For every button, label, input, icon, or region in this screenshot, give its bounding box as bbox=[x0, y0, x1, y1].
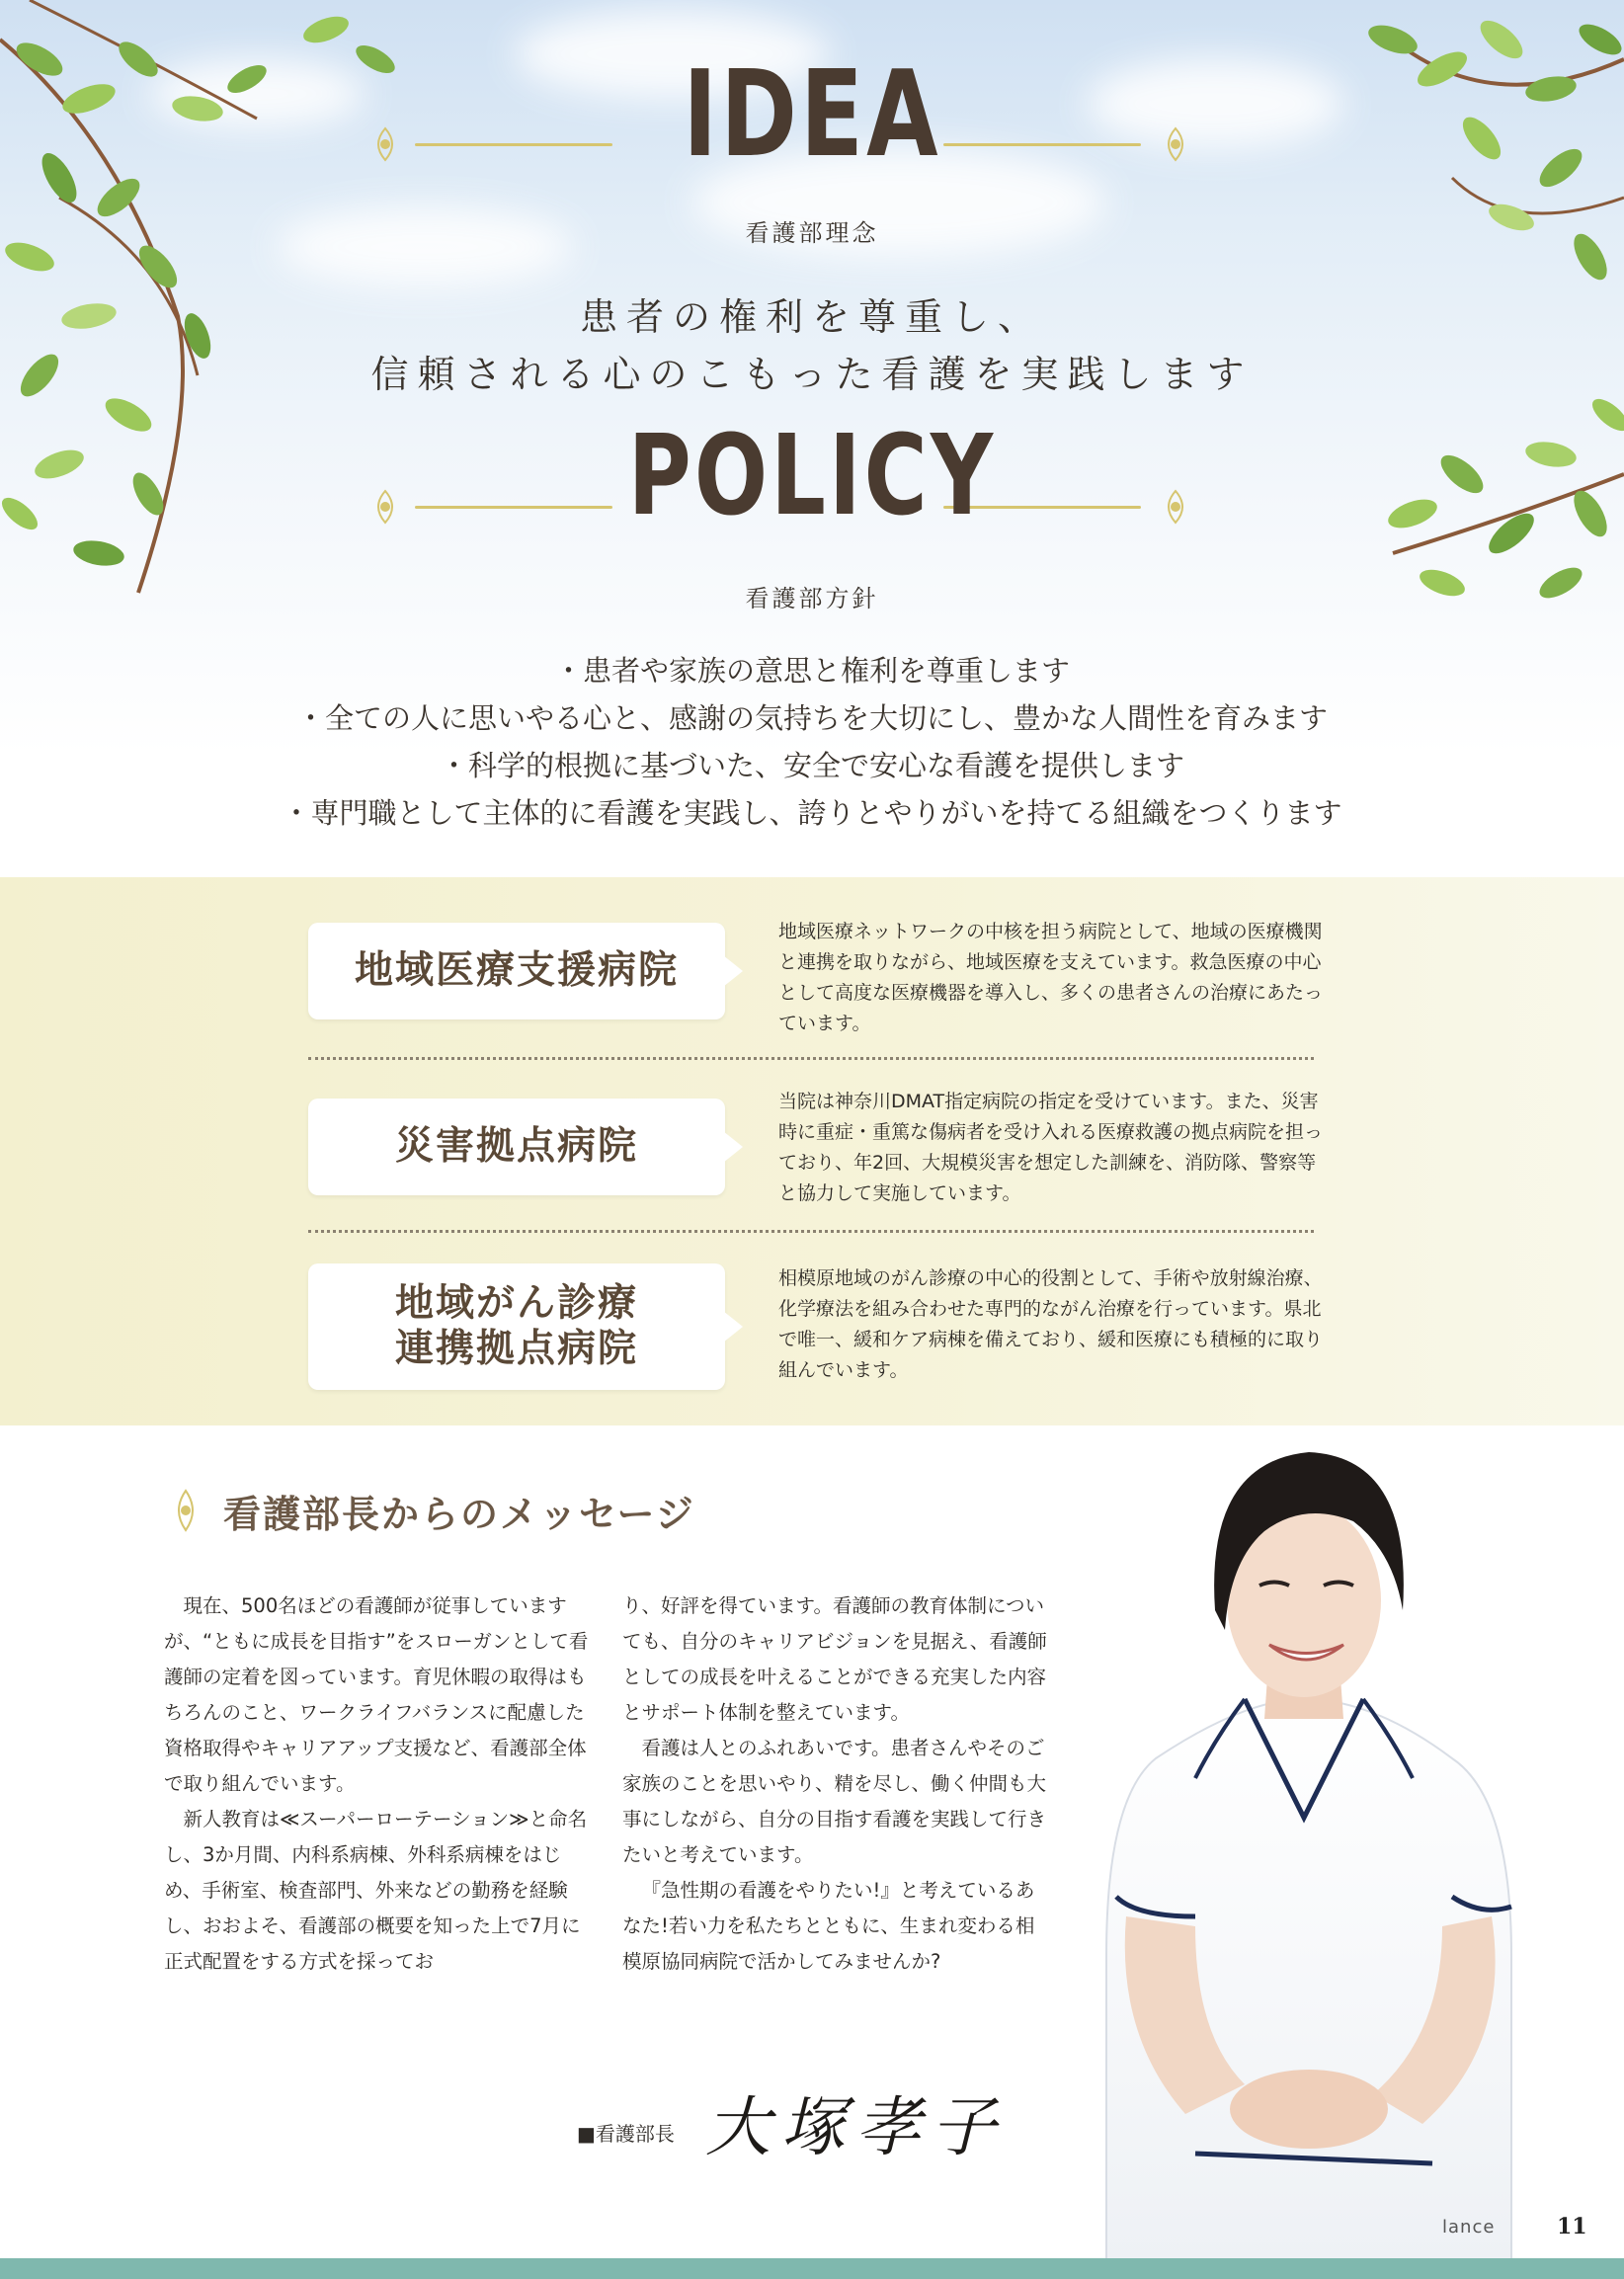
policy-item: ・科学的根拠に基づいた、安全で安心な看護を提供します bbox=[439, 749, 1184, 782]
message-title: 看護部長からのメッセージ bbox=[223, 1493, 695, 1536]
feature-label bbox=[308, 1263, 725, 1390]
message-column-right bbox=[622, 1588, 1053, 1980]
policy-item: ・専門職として主体的に看護を実践し、誇りとやりがいを持てる組織をつくります bbox=[282, 796, 1342, 830]
idea-statement-line2: 信頼される心のこもった看護を実践します bbox=[370, 353, 1254, 396]
idea-subtitle: 看護部理念 bbox=[745, 219, 879, 247]
footer-bar bbox=[0, 2258, 1624, 2279]
feature-label-text: 災害拠点病院 bbox=[394, 1124, 638, 1169]
signature-name: 大塚孝子 bbox=[705, 2089, 1006, 2165]
page-number: 11 bbox=[1557, 2214, 1587, 2239]
policy-subtitle: 看護部方針 bbox=[745, 585, 879, 612]
feature-description: 地域医療ネットワークの中核を担う病院として、地域の医療機関と連携を取りながら、地域医療を支えています。救急医療の中心として高度な医療機器を導入し、多くの患者さんの治療にあたっています。 bbox=[778, 921, 1324, 1034]
idea-title: IDEA bbox=[683, 46, 941, 184]
divider bbox=[308, 1057, 1314, 1060]
policy-list bbox=[0, 647, 1624, 837]
message-paragraph: 現在、500名ほどの看護師が従事していますが、“ともに成長を目指す”をスローガンとして看護師の定着を図っています。育児休暇の取得はもちろんのこと、ワークライフバランスに配慮した資格取得やキャリアアップ支援など、看護部全体で取り組んでいます。 bbox=[164, 1594, 589, 1795]
running-footer: lance bbox=[1442, 2217, 1496, 2238]
policy-item: ・患者や家族の意思と権利を尊重します bbox=[553, 654, 1070, 688]
message-column-left bbox=[164, 1588, 595, 1980]
feature-label-text: 地域医療支援病院 bbox=[354, 948, 679, 993]
feature-label-text: 地域がん診療 bbox=[394, 1281, 638, 1326]
feature-label bbox=[308, 1099, 725, 1195]
director-portrait bbox=[1047, 1403, 1561, 2262]
idea-statement-line1: 患者の権利を尊重し、 bbox=[579, 295, 1044, 339]
feature-label bbox=[308, 923, 725, 1019]
feature-disaster-base bbox=[308, 1087, 1324, 1204]
feature-label-text: 連携拠点病院 bbox=[394, 1327, 638, 1371]
message-paragraph: 『急性期の看護をやりたい!』と考えているあなた!若い力を私たちとともに、生まれ変わる相模原協同病院で活かしてみませんか? bbox=[622, 1879, 1035, 1973]
message-paragraph: り、好評を得ています。看護師の教育体制についても、自分のキャリアビジョンを見据え、看護師としての成長を叶えることができる充実した内容とサポート体制を整えています。 bbox=[622, 1594, 1047, 1724]
feature-regional-support bbox=[308, 917, 1324, 1034]
policy-item: ・全ての人に思いやる心と、感謝の気持ちを大切にし、豊かな人間性を育みます bbox=[295, 701, 1328, 735]
message-paragraph: 看護は人とのふれあいです。患者さんやそのご家族のことを思いやり、精を尽し、働く仲間も大事にしながら、自分の目指す看護を実践して行きたいと考えています。 bbox=[622, 1737, 1047, 1866]
message-paragraph: 新人教育は≪スーパーローテーション≫と命名し、3か月間、内科系病棟、外科系病棟をはじめ、手術室、検査部門、外来などの勤務を経験し、おおよそ、看護部の概要を知った上で7月に正式配置をする方式を採ってお bbox=[164, 1808, 588, 1973]
feature-description: 当院は神奈川DMAT指定病院の指定を受けています。また、災害時に重症・重篤な傷病者を受け入れる医療救護の拠点病院を担っており、年2回、大規模災害を想定した訓練を、消防隊、警察等と協力して実施しています。 bbox=[778, 1091, 1324, 1204]
policy-title: POLICY bbox=[627, 412, 997, 540]
idea-statement bbox=[0, 288, 1624, 403]
feature-cancer-base bbox=[308, 1260, 1324, 1393]
fleuron-icon bbox=[168, 1487, 203, 1534]
signature-role: ■看護部長 bbox=[577, 2122, 675, 2146]
divider bbox=[308, 1230, 1314, 1233]
feature-description: 相模原地域のがん診療の中心的役割として、手術や放射線治療、化学療法を組み合わせた専門的ながん治療を行っています。県北で唯一、緩和ケア病棟を備えており、緩和医療にも積極的に取り組んでいます。 bbox=[778, 1267, 1324, 1381]
